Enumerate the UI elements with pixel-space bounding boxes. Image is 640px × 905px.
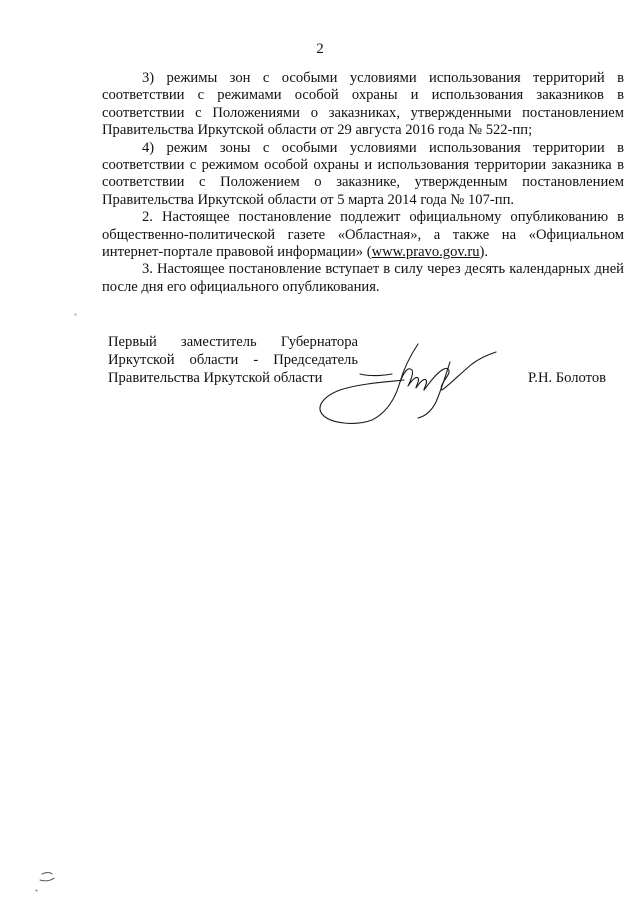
pravo-gov-link[interactable]: www.pravo.gov.ru xyxy=(371,244,480,261)
document-body xyxy=(102,70,624,296)
page-number: 2 xyxy=(316,41,324,57)
paragraph-item-3: 3) режимы зон с особыми условиями использования территорий в соответствии с режимами особой охраны и использования заказников в соответствии с Положениями о заказниках, утвержденными постановлением Правительства Иркутской области от 29 августа 2016 года № 522-пп; xyxy=(102,70,624,139)
paragraph-point-2 xyxy=(102,209,624,261)
signer-position-line-1: Первый заместитель Губернатора xyxy=(108,334,358,350)
paragraph-point-3: 3. Настоящее постановление вступает в силу через десять календарных дней после дня его официального опубликования. xyxy=(102,261,624,295)
margin-pen-mark xyxy=(30,860,70,900)
scan-speck xyxy=(74,313,77,316)
paragraph-point-2-tail: ). xyxy=(479,244,489,261)
signer-position-line-3: Правительства Иркутской области xyxy=(108,370,323,386)
signer-position-line-2: Иркутской области - Председатель xyxy=(108,352,358,368)
paragraph-point-2-text: 2. Настоящее постановление подлежит официальному опубликованию в общественно-политической газете «Областная», а также на «Официальном интернет-портале правовой информации» ( xyxy=(102,209,624,261)
handwritten-signature xyxy=(300,330,500,430)
paragraph-item-4: 4) режим зоны с особыми условиями использования территории в соответствии с режимом особой охраны и использования территории заказника в соответствии с Положением о заказнике, утвержденным постановлением Правительства Иркутской области от 5 марта 2014 года № 107-пп. xyxy=(102,139,624,208)
signer-name: Р.Н. Болотов xyxy=(528,370,607,386)
